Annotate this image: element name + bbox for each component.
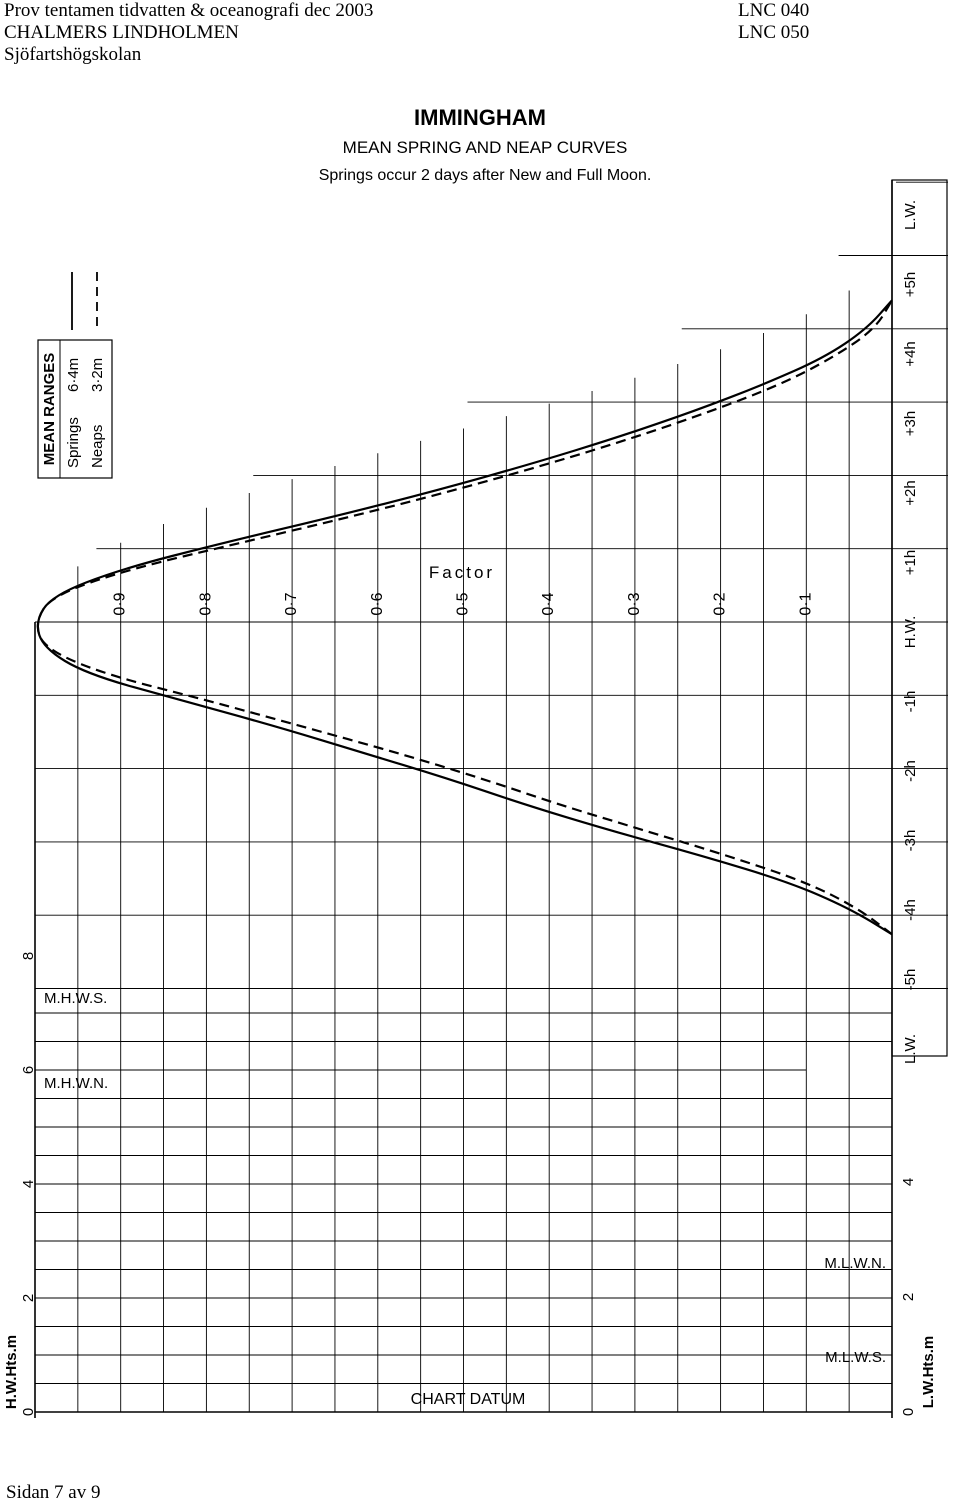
time-tick-label: +1h bbox=[902, 549, 919, 576]
factor-tick-label: 0·5 bbox=[454, 592, 472, 616]
time-tick-label: L.W. bbox=[902, 1033, 919, 1065]
header-course-code-2: LNC 050 bbox=[738, 22, 810, 43]
chart-subtitle: MEAN SPRING AND NEAP CURVES bbox=[342, 138, 628, 157]
factor-label: Factor bbox=[428, 563, 496, 582]
header-course-code-1: LNC 040 bbox=[738, 0, 810, 21]
mlws-label: M.L.W.S. bbox=[825, 1349, 886, 1366]
factor-tick-label: 0·8 bbox=[197, 592, 215, 616]
time-tick-label: -5h bbox=[902, 968, 919, 991]
labels bbox=[38, 272, 886, 1408]
mhwn-label: M.H.W.N. bbox=[44, 1075, 109, 1092]
header-title: Prov tentamen tidvatten & oceanografi dec 2003 bbox=[4, 0, 374, 21]
hw-height-tick-label: 0 bbox=[20, 1407, 37, 1417]
factor-tick-label: 0·1 bbox=[797, 592, 815, 616]
mhws-label: M.H.W.S. bbox=[44, 990, 108, 1007]
time-scale-box bbox=[892, 180, 947, 1056]
chart-note: Springs occur 2 days after New and Full Moon. bbox=[318, 167, 652, 184]
time-tick-label: +3h bbox=[902, 410, 919, 437]
lw-height-tick-label: 2 bbox=[900, 1292, 917, 1302]
lw-height-tick-label: 4 bbox=[900, 1177, 917, 1187]
time-tick-label: +4h bbox=[902, 341, 919, 367]
factor-tick-label: 0·6 bbox=[368, 592, 386, 616]
grid bbox=[35, 182, 948, 1412]
time-tick-label: +5h bbox=[902, 271, 919, 298]
header-school: Sjöfartshögskolan bbox=[4, 44, 142, 65]
time-tick-label: -2h bbox=[902, 760, 919, 782]
hw-axis-label: H.W.Hts.m bbox=[3, 1334, 20, 1410]
factor-tick-label: 0·2 bbox=[711, 592, 729, 616]
legend-title: MEAN RANGES bbox=[41, 352, 58, 466]
factor-tick-label: 0·7 bbox=[283, 592, 301, 616]
header-institution: CHALMERS LINDHOLMEN bbox=[4, 22, 239, 43]
hw-height-tick-label: 2 bbox=[20, 1293, 37, 1303]
factor-tick-label: 0·3 bbox=[625, 592, 643, 616]
hw-height-tick-label: 8 bbox=[20, 951, 37, 961]
time-tick-label: L.W. bbox=[902, 199, 919, 231]
legend-neaps-label: Neaps bbox=[89, 424, 106, 468]
page-number: Sidan 7 av 9 bbox=[6, 1482, 101, 1503]
hw-height-tick-label: 4 bbox=[20, 1179, 37, 1189]
chart-title: IMMINGHAM bbox=[414, 105, 546, 130]
time-tick-label: -1h bbox=[902, 690, 919, 713]
hw-height-tick-label: 6 bbox=[20, 1065, 37, 1075]
legend-springs-value: 6·4m bbox=[65, 357, 82, 392]
chart-datum-label: CHART DATUM bbox=[410, 1391, 526, 1408]
lw-height-tick-label: 0 bbox=[900, 1407, 917, 1417]
legend-neaps-value: 3·2m bbox=[89, 357, 106, 392]
factor-tick-label: 0·9 bbox=[111, 592, 129, 616]
mlwn-label: M.L.W.N. bbox=[824, 1255, 886, 1272]
time-tick-label: +2h bbox=[902, 480, 919, 506]
time-tick-label: -4h bbox=[902, 899, 919, 921]
legend-springs-label: Springs bbox=[65, 417, 82, 468]
time-tick-label: -3h bbox=[902, 829, 919, 852]
time-tick-label: H.W. bbox=[902, 615, 919, 649]
lw-axis-label: L.W.Hts.m bbox=[920, 1335, 937, 1409]
factor-tick-label: 0·4 bbox=[540, 592, 558, 616]
